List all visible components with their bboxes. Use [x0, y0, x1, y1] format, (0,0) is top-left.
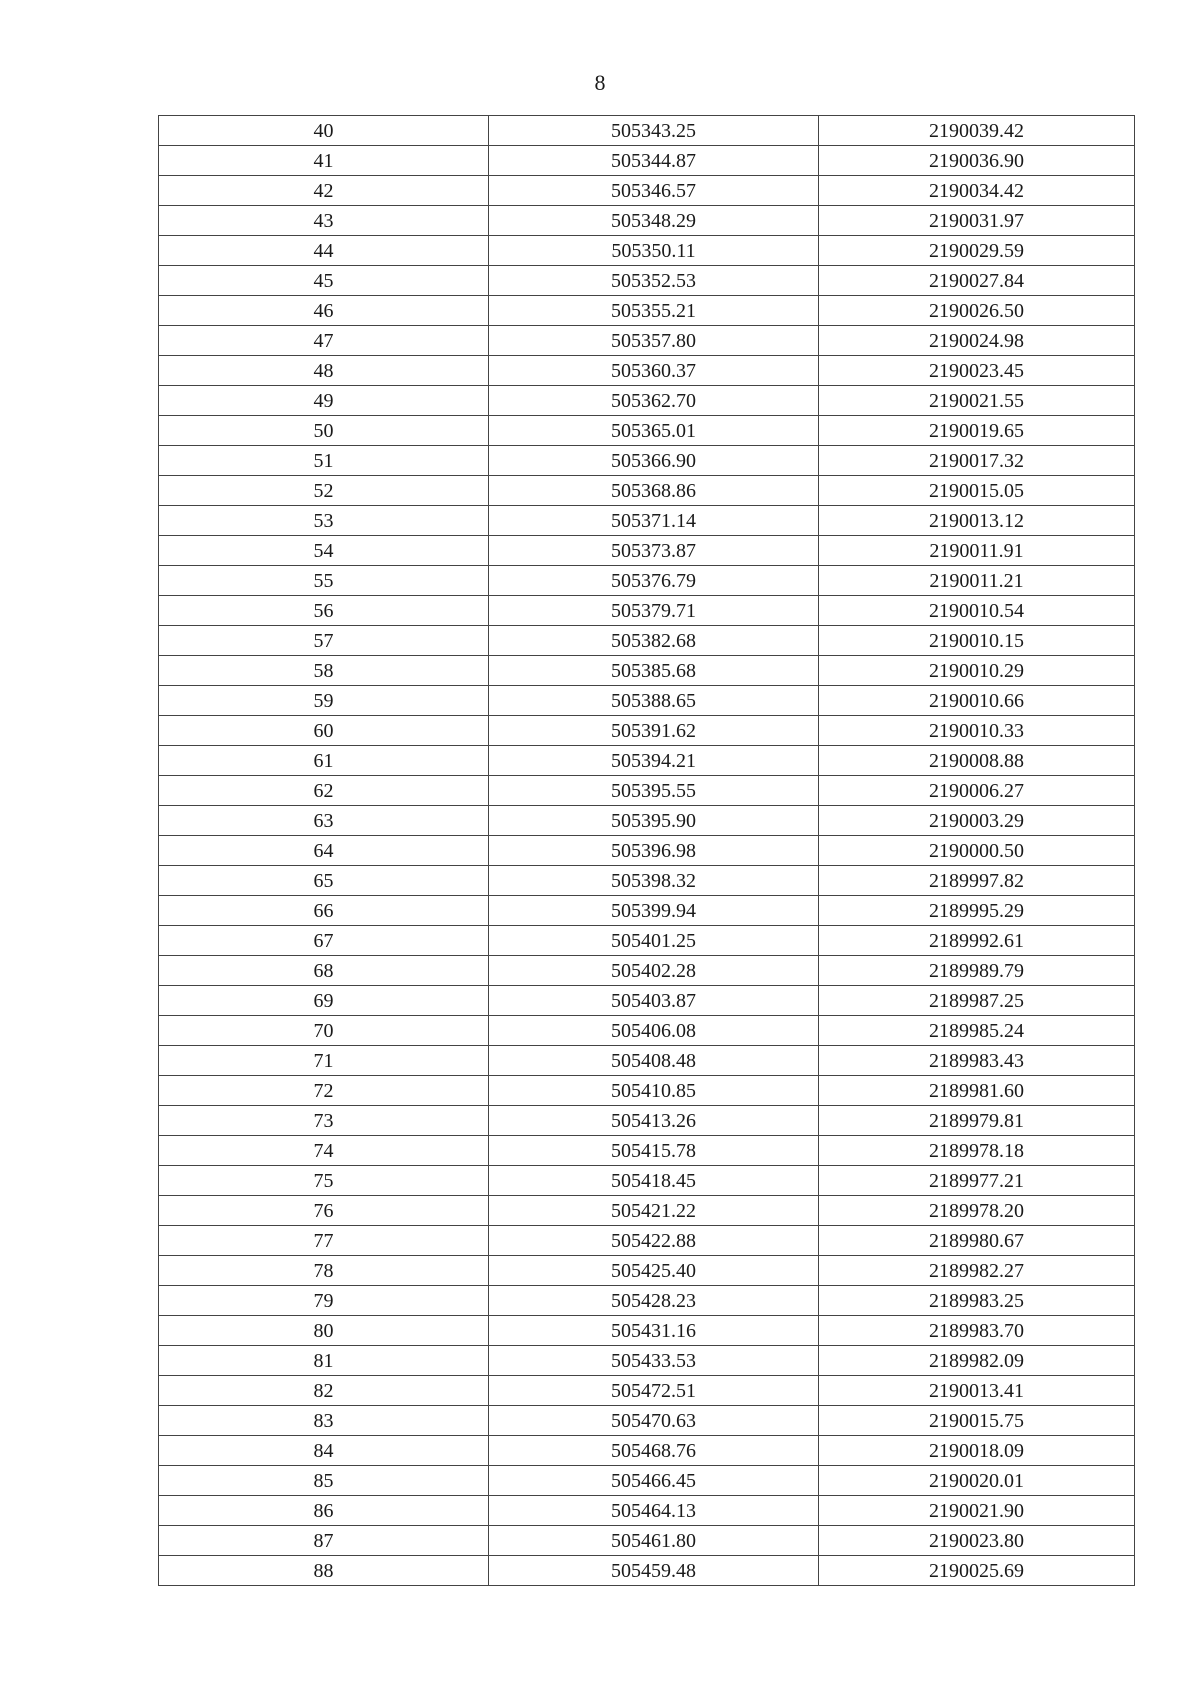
point-number-cell: 63	[159, 806, 489, 836]
x-coordinate-cell: 505365.01	[489, 416, 819, 446]
x-coordinate-cell: 505357.80	[489, 326, 819, 356]
y-coordinate-cell: 2189977.21	[819, 1166, 1135, 1196]
x-coordinate-cell: 505350.11	[489, 236, 819, 266]
point-number-cell: 71	[159, 1046, 489, 1076]
x-coordinate-cell: 505388.65	[489, 686, 819, 716]
y-coordinate-cell: 2189979.81	[819, 1106, 1135, 1136]
table-row	[159, 626, 1135, 656]
x-coordinate-cell: 505373.87	[489, 536, 819, 566]
x-coordinate-cell: 505348.29	[489, 206, 819, 236]
table-row	[159, 1046, 1135, 1076]
point-number-cell: 48	[159, 356, 489, 386]
point-number-cell: 52	[159, 476, 489, 506]
x-coordinate-cell: 505403.87	[489, 986, 819, 1016]
table-row	[159, 386, 1135, 416]
point-number-cell: 64	[159, 836, 489, 866]
y-coordinate-cell: 2190006.27	[819, 776, 1135, 806]
x-coordinate-cell: 505413.26	[489, 1106, 819, 1136]
x-coordinate-cell: 505406.08	[489, 1016, 819, 1046]
point-number-cell: 88	[159, 1556, 489, 1586]
x-coordinate-cell: 505402.28	[489, 956, 819, 986]
y-coordinate-cell: 2190039.42	[819, 116, 1135, 146]
point-number-cell: 57	[159, 626, 489, 656]
point-number-cell: 43	[159, 206, 489, 236]
y-coordinate-cell: 2190011.21	[819, 566, 1135, 596]
y-coordinate-cell: 2189983.25	[819, 1286, 1135, 1316]
y-coordinate-cell: 2190023.45	[819, 356, 1135, 386]
x-coordinate-cell: 505425.40	[489, 1256, 819, 1286]
x-coordinate-cell: 505394.21	[489, 746, 819, 776]
point-number-cell: 87	[159, 1526, 489, 1556]
x-coordinate-cell: 505408.48	[489, 1046, 819, 1076]
point-number-cell: 44	[159, 236, 489, 266]
point-number-cell: 74	[159, 1136, 489, 1166]
y-coordinate-cell: 2189982.27	[819, 1256, 1135, 1286]
table-row	[159, 1346, 1135, 1376]
x-coordinate-cell: 505422.88	[489, 1226, 819, 1256]
point-number-cell: 78	[159, 1256, 489, 1286]
table-row	[159, 326, 1135, 356]
y-coordinate-cell: 2189982.09	[819, 1346, 1135, 1376]
point-number-cell: 58	[159, 656, 489, 686]
point-number-cell: 50	[159, 416, 489, 446]
y-coordinate-cell: 2189983.43	[819, 1046, 1135, 1076]
table-row	[159, 656, 1135, 686]
y-coordinate-cell: 2190013.12	[819, 506, 1135, 536]
y-coordinate-cell: 2189978.18	[819, 1136, 1135, 1166]
y-coordinate-cell: 2189983.70	[819, 1316, 1135, 1346]
point-number-cell: 68	[159, 956, 489, 986]
table-row	[159, 1316, 1135, 1346]
x-coordinate-cell: 505391.62	[489, 716, 819, 746]
y-coordinate-cell: 2190031.97	[819, 206, 1135, 236]
table-row	[159, 566, 1135, 596]
point-number-cell: 55	[159, 566, 489, 596]
x-coordinate-cell: 505464.13	[489, 1496, 819, 1526]
y-coordinate-cell: 2190024.98	[819, 326, 1135, 356]
y-coordinate-cell: 2189980.67	[819, 1226, 1135, 1256]
y-coordinate-cell: 2190025.69	[819, 1556, 1135, 1586]
point-number-cell: 76	[159, 1196, 489, 1226]
y-coordinate-cell: 2189978.20	[819, 1196, 1135, 1226]
x-coordinate-cell: 505433.53	[489, 1346, 819, 1376]
x-coordinate-cell: 505466.45	[489, 1466, 819, 1496]
point-number-cell: 47	[159, 326, 489, 356]
table-row	[159, 1166, 1135, 1196]
x-coordinate-cell: 505352.53	[489, 266, 819, 296]
point-number-cell: 73	[159, 1106, 489, 1136]
x-coordinate-cell: 505399.94	[489, 896, 819, 926]
y-coordinate-cell: 2190010.66	[819, 686, 1135, 716]
table-row	[159, 1196, 1135, 1226]
table-row	[159, 746, 1135, 776]
point-number-cell: 53	[159, 506, 489, 536]
table-row	[159, 356, 1135, 386]
table-row	[159, 1076, 1135, 1106]
page-number: 8	[594, 70, 606, 95]
table-row	[159, 1556, 1135, 1586]
point-number-cell: 85	[159, 1466, 489, 1496]
y-coordinate-cell: 2190023.80	[819, 1526, 1135, 1556]
point-number-cell: 56	[159, 596, 489, 626]
x-coordinate-cell: 505472.51	[489, 1376, 819, 1406]
table-row	[159, 1436, 1135, 1466]
y-coordinate-cell: 2189995.29	[819, 896, 1135, 926]
point-number-cell: 81	[159, 1346, 489, 1376]
point-number-cell: 49	[159, 386, 489, 416]
y-coordinate-cell: 2190027.84	[819, 266, 1135, 296]
y-coordinate-cell: 2190018.09	[819, 1436, 1135, 1466]
point-number-cell: 61	[159, 746, 489, 776]
point-number-cell: 41	[159, 146, 489, 176]
x-coordinate-cell: 505421.22	[489, 1196, 819, 1226]
table-row	[159, 1136, 1135, 1166]
table-row	[159, 1406, 1135, 1436]
y-coordinate-cell: 2190015.05	[819, 476, 1135, 506]
y-coordinate-cell: 2190003.29	[819, 806, 1135, 836]
x-coordinate-cell: 505368.86	[489, 476, 819, 506]
table-row	[159, 806, 1135, 836]
table-row	[159, 776, 1135, 806]
table-row	[159, 686, 1135, 716]
x-coordinate-cell: 505398.32	[489, 866, 819, 896]
point-number-cell: 77	[159, 1226, 489, 1256]
table-row	[159, 266, 1135, 296]
table-row	[159, 416, 1135, 446]
y-coordinate-cell: 2190011.91	[819, 536, 1135, 566]
y-coordinate-cell: 2189989.79	[819, 956, 1135, 986]
x-coordinate-cell: 505360.37	[489, 356, 819, 386]
point-number-cell: 70	[159, 1016, 489, 1046]
y-coordinate-cell: 2190010.15	[819, 626, 1135, 656]
x-coordinate-cell: 505428.23	[489, 1286, 819, 1316]
y-coordinate-cell: 2190015.75	[819, 1406, 1135, 1436]
x-coordinate-cell: 505396.98	[489, 836, 819, 866]
table-row	[159, 1226, 1135, 1256]
y-coordinate-cell: 2190019.65	[819, 416, 1135, 446]
y-coordinate-cell: 2190010.54	[819, 596, 1135, 626]
point-number-cell: 79	[159, 1286, 489, 1316]
table-row	[159, 1526, 1135, 1556]
x-coordinate-cell: 505410.85	[489, 1076, 819, 1106]
y-coordinate-cell: 2190008.88	[819, 746, 1135, 776]
table-row	[159, 926, 1135, 956]
x-coordinate-cell: 505468.76	[489, 1436, 819, 1466]
point-number-cell: 80	[159, 1316, 489, 1346]
table-row	[159, 896, 1135, 926]
point-number-cell: 72	[159, 1076, 489, 1106]
y-coordinate-cell: 2190000.50	[819, 836, 1135, 866]
x-coordinate-cell: 505346.57	[489, 176, 819, 206]
y-coordinate-cell: 2189985.24	[819, 1016, 1135, 1046]
table-row	[159, 146, 1135, 176]
x-coordinate-cell: 505371.14	[489, 506, 819, 536]
table-row	[159, 986, 1135, 1016]
x-coordinate-cell: 505362.70	[489, 386, 819, 416]
y-coordinate-cell: 2190021.90	[819, 1496, 1135, 1526]
y-coordinate-cell: 2190017.32	[819, 446, 1135, 476]
table-row	[159, 206, 1135, 236]
x-coordinate-cell: 505459.48	[489, 1556, 819, 1586]
x-coordinate-cell: 505395.90	[489, 806, 819, 836]
table-row	[159, 446, 1135, 476]
x-coordinate-cell: 505382.68	[489, 626, 819, 656]
table-row	[159, 956, 1135, 986]
y-coordinate-cell: 2190020.01	[819, 1466, 1135, 1496]
y-coordinate-cell: 2190029.59	[819, 236, 1135, 266]
point-number-cell: 65	[159, 866, 489, 896]
table-row	[159, 536, 1135, 566]
point-number-cell: 75	[159, 1166, 489, 1196]
x-coordinate-cell: 505418.45	[489, 1166, 819, 1196]
point-number-cell: 69	[159, 986, 489, 1016]
point-number-cell: 59	[159, 686, 489, 716]
x-coordinate-cell: 505395.55	[489, 776, 819, 806]
x-coordinate-cell: 505461.80	[489, 1526, 819, 1556]
x-coordinate-cell: 505355.21	[489, 296, 819, 326]
y-coordinate-cell: 2189997.82	[819, 866, 1135, 896]
table-row	[159, 296, 1135, 326]
coordinates-table-body	[159, 116, 1135, 1586]
table-row	[159, 866, 1135, 896]
x-coordinate-cell: 505470.63	[489, 1406, 819, 1436]
y-coordinate-cell: 2190036.90	[819, 146, 1135, 176]
x-coordinate-cell: 505343.25	[489, 116, 819, 146]
y-coordinate-cell: 2189981.60	[819, 1076, 1135, 1106]
y-coordinate-cell: 2190013.41	[819, 1376, 1135, 1406]
table-row	[159, 716, 1135, 746]
point-number-cell: 51	[159, 446, 489, 476]
x-coordinate-cell: 505385.68	[489, 656, 819, 686]
y-coordinate-cell: 2190010.33	[819, 716, 1135, 746]
table-row	[159, 596, 1135, 626]
point-number-cell: 42	[159, 176, 489, 206]
point-number-cell: 54	[159, 536, 489, 566]
table-row	[159, 1466, 1135, 1496]
x-coordinate-cell: 505401.25	[489, 926, 819, 956]
x-coordinate-cell: 505344.87	[489, 146, 819, 176]
y-coordinate-cell: 2189992.61	[819, 926, 1135, 956]
point-number-cell: 83	[159, 1406, 489, 1436]
y-coordinate-cell: 2189987.25	[819, 986, 1135, 1016]
x-coordinate-cell: 505415.78	[489, 1136, 819, 1166]
y-coordinate-cell: 2190026.50	[819, 296, 1135, 326]
table-row	[159, 1256, 1135, 1286]
table-row	[159, 836, 1135, 866]
table-row	[159, 1496, 1135, 1526]
point-number-cell: 84	[159, 1436, 489, 1466]
point-number-cell: 46	[159, 296, 489, 326]
x-coordinate-cell: 505431.16	[489, 1316, 819, 1346]
y-coordinate-cell: 2190021.55	[819, 386, 1135, 416]
table-row	[159, 506, 1135, 536]
point-number-cell: 86	[159, 1496, 489, 1526]
point-number-cell: 67	[159, 926, 489, 956]
point-number-cell: 45	[159, 266, 489, 296]
table-row	[159, 1016, 1135, 1046]
y-coordinate-cell: 2190010.29	[819, 656, 1135, 686]
table-row	[159, 1106, 1135, 1136]
table-row	[159, 476, 1135, 506]
x-coordinate-cell: 505376.79	[489, 566, 819, 596]
table-row	[159, 1376, 1135, 1406]
table-row	[159, 116, 1135, 146]
table-row	[159, 1286, 1135, 1316]
point-number-cell: 66	[159, 896, 489, 926]
x-coordinate-cell: 505379.71	[489, 596, 819, 626]
x-coordinate-cell: 505366.90	[489, 446, 819, 476]
y-coordinate-cell: 2190034.42	[819, 176, 1135, 206]
point-number-cell: 60	[159, 716, 489, 746]
point-number-cell: 82	[159, 1376, 489, 1406]
table-row	[159, 236, 1135, 266]
point-number-cell: 40	[159, 116, 489, 146]
point-number-cell: 62	[159, 776, 489, 806]
table-row	[159, 176, 1135, 206]
coordinates-table	[158, 115, 1135, 1586]
